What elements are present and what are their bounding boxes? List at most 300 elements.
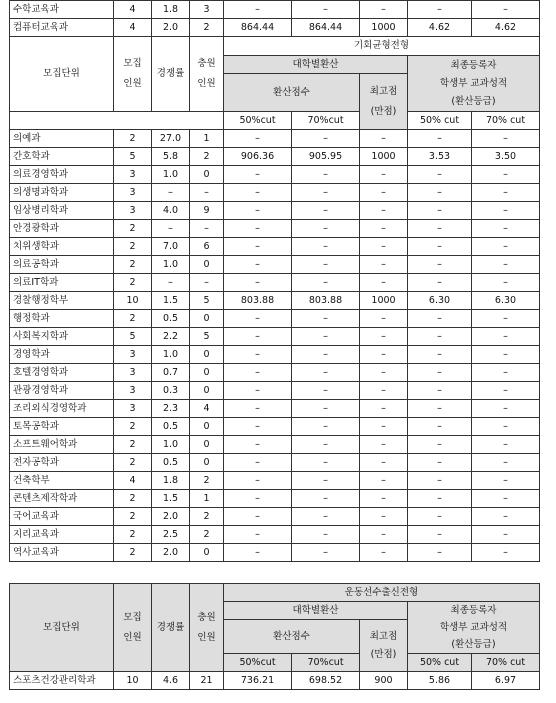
grade-70cut-cell: – [472, 1, 540, 19]
filled-cell: 9 [190, 202, 224, 220]
dept-name-cell: 치위생학과 [10, 238, 114, 256]
max-score-cell: – [360, 544, 408, 562]
max-score-cell: 1000 [360, 292, 408, 310]
score-70cut-cell: – [292, 130, 360, 148]
grade-70cut-cell: – [472, 454, 540, 472]
header-50cut: 50%cut [224, 112, 292, 130]
score-50cut-cell: – [224, 400, 292, 418]
score-50cut-cell: – [224, 274, 292, 292]
score-50cut-cell: – [224, 544, 292, 562]
filled-cell: 0 [190, 364, 224, 382]
quota-cell: 4 [114, 472, 152, 490]
quota-cell: 2 [114, 508, 152, 526]
grade-50cut-cell: – [408, 220, 472, 238]
header-50cut-grade: 50% cut [408, 654, 472, 672]
filled-cell: 2 [190, 19, 224, 37]
quota-cell: 3 [114, 364, 152, 382]
header-50cut: 50%cut [224, 654, 292, 672]
header-50cut-grade: 50% cut [408, 112, 472, 130]
filled-cell: 0 [190, 544, 224, 562]
competition-rate-cell: 0.7 [152, 364, 190, 382]
score-50cut-cell: 864.44 [224, 19, 292, 37]
table-row [10, 238, 540, 256]
grade-50cut-cell: – [408, 274, 472, 292]
competition-rate-cell: 1.0 [152, 346, 190, 364]
score-50cut-cell: – [224, 1, 292, 19]
score-50cut-cell: – [224, 238, 292, 256]
max-score-cell: – [360, 130, 408, 148]
grade-50cut-cell: – [408, 256, 472, 274]
max-score-cell: – [360, 166, 408, 184]
competition-rate-cell: 1.5 [152, 490, 190, 508]
header-70cut: 70%cut [292, 112, 360, 130]
quota-cell: 2 [114, 454, 152, 472]
table-row [10, 130, 540, 148]
dept-name-cell: 사회복지학과 [10, 328, 114, 346]
table-row [10, 19, 540, 37]
competition-rate-cell: 1.0 [152, 436, 190, 454]
filled-cell: 4 [190, 400, 224, 418]
competition-rate-cell: 7.0 [152, 238, 190, 256]
max-score-cell: – [360, 382, 408, 400]
header-score: 환산점수 [224, 74, 360, 112]
dept-name-cell: 컴퓨터교육과 [10, 19, 114, 37]
grade-70cut-cell: – [472, 310, 540, 328]
score-50cut-cell: – [224, 436, 292, 454]
grade-70cut-cell: 6.30 [472, 292, 540, 310]
competition-rate-cell: 0.5 [152, 418, 190, 436]
table-row [10, 418, 540, 436]
score-70cut-cell: 698.52 [292, 672, 360, 690]
filled-cell: – [190, 220, 224, 238]
dept-name-cell: 의예과 [10, 130, 114, 148]
filled-cell: 2 [190, 508, 224, 526]
grade-70cut-cell: – [472, 130, 540, 148]
quota-cell: 2 [114, 220, 152, 238]
header-70cut-grade: 70% cut [472, 654, 540, 672]
table-row [10, 148, 540, 166]
max-score-cell: – [360, 238, 408, 256]
score-70cut-cell: – [292, 238, 360, 256]
competition-rate-cell: 2.3 [152, 400, 190, 418]
score-70cut-cell: – [292, 454, 360, 472]
table-row [10, 490, 540, 508]
quota-cell: 2 [114, 130, 152, 148]
dept-name-cell: 수학교육과 [10, 1, 114, 19]
score-50cut-cell: – [224, 472, 292, 490]
grade-50cut-cell: – [408, 238, 472, 256]
table-header [10, 37, 540, 130]
header-unit: 모집단위 [10, 584, 114, 672]
grade-50cut-cell: – [408, 184, 472, 202]
grade-70cut-cell: 3.50 [472, 148, 540, 166]
grade-50cut-cell: – [408, 454, 472, 472]
filled-cell: 5 [190, 292, 224, 310]
score-50cut-cell: – [224, 526, 292, 544]
competition-rate-cell: 2.0 [152, 508, 190, 526]
grade-70cut-cell: – [472, 400, 540, 418]
header-70cut-grade: 70% cut [472, 112, 540, 130]
score-50cut-cell: 803.88 [224, 292, 292, 310]
dept-name-cell: 경영학과 [10, 346, 114, 364]
dept-name-cell: 임상병리학과 [10, 202, 114, 220]
max-score-cell: – [360, 436, 408, 454]
quota-cell: 4 [114, 1, 152, 19]
filled-cell: 0 [190, 382, 224, 400]
score-70cut-cell: – [292, 526, 360, 544]
table-header [10, 584, 540, 672]
table-row [10, 346, 540, 364]
filled-cell: 0 [190, 166, 224, 184]
score-50cut-cell: – [224, 454, 292, 472]
quota-cell: 5 [114, 148, 152, 166]
competition-rate-cell: 0.5 [152, 454, 190, 472]
header-max-line: 최고점 (만점) [369, 85, 398, 117]
dept-name-cell: 행정학과 [10, 310, 114, 328]
quota-cell: 3 [114, 166, 152, 184]
table-row [10, 166, 540, 184]
competition-rate-cell: 4.6 [152, 672, 190, 690]
filled-cell: 0 [190, 310, 224, 328]
score-50cut-cell: – [224, 202, 292, 220]
max-score-cell: – [360, 454, 408, 472]
grade-50cut-cell: – [408, 130, 472, 148]
grade-70cut-cell: – [472, 364, 540, 382]
grade-70cut-cell: – [472, 382, 540, 400]
score-50cut-cell: – [224, 346, 292, 364]
grade-50cut-cell: – [408, 310, 472, 328]
grade-50cut-cell: 3.53 [408, 148, 472, 166]
max-score-cell: – [360, 526, 408, 544]
header-final [408, 602, 540, 654]
competition-rate-cell: – [152, 220, 190, 238]
quota-cell: 10 [114, 292, 152, 310]
grade-70cut-cell: – [472, 472, 540, 490]
header-quota [114, 584, 152, 672]
grade-50cut-cell: – [408, 508, 472, 526]
header-quota-line: 모집 인원 [123, 58, 142, 89]
grade-70cut-cell: 4.62 [472, 19, 540, 37]
grade-50cut-cell: – [408, 544, 472, 562]
max-score-cell: – [360, 328, 408, 346]
table-row [10, 328, 540, 346]
header-track: 기회균형전형 [224, 37, 540, 56]
quota-cell: 2 [114, 526, 152, 544]
table-row [10, 1, 540, 19]
grade-50cut-cell: – [408, 436, 472, 454]
grade-50cut-cell: – [408, 364, 472, 382]
max-score-cell: – [360, 310, 408, 328]
grade-50cut-cell: – [408, 490, 472, 508]
score-50cut-cell: – [224, 364, 292, 382]
table-row [10, 544, 540, 562]
grade-50cut-cell: 5.86 [408, 672, 472, 690]
header-blank [10, 112, 224, 130]
score-70cut-cell: 905.95 [292, 148, 360, 166]
filled-cell: 0 [190, 256, 224, 274]
score-70cut-cell: – [292, 436, 360, 454]
header-max [360, 620, 408, 672]
quota-cell: 5 [114, 328, 152, 346]
table-row [10, 400, 540, 418]
quota-cell: 2 [114, 418, 152, 436]
grade-70cut-cell: – [472, 184, 540, 202]
header-track: 운동선수출신전형 [224, 584, 540, 602]
grade-50cut-cell: – [408, 526, 472, 544]
dept-name-cell: 관광경영학과 [10, 382, 114, 400]
score-50cut-cell: – [224, 130, 292, 148]
grade-70cut-cell: – [472, 166, 540, 184]
grade-50cut-cell: – [408, 328, 472, 346]
header-rate: 경쟁률 [152, 37, 190, 112]
competition-rate-cell: – [152, 184, 190, 202]
header-filled [190, 584, 224, 672]
competition-rate-cell: 2.2 [152, 328, 190, 346]
header-rate: 경쟁률 [152, 584, 190, 672]
grade-70cut-cell: – [472, 418, 540, 436]
max-score-cell: – [360, 400, 408, 418]
score-50cut-cell: – [224, 418, 292, 436]
score-70cut-cell: – [292, 544, 360, 562]
quota-cell: 3 [114, 184, 152, 202]
header-conv: 대학별환산 [224, 602, 408, 620]
filled-cell: 1 [190, 130, 224, 148]
grade-70cut-cell: – [472, 328, 540, 346]
score-70cut-cell: – [292, 184, 360, 202]
max-score-cell: – [360, 472, 408, 490]
header-unit: 모집단위 [10, 37, 114, 112]
top-rows-group [10, 1, 540, 37]
grade-70cut-cell: – [472, 526, 540, 544]
filled-cell: 0 [190, 418, 224, 436]
grade-70cut-cell: 6.97 [472, 672, 540, 690]
competition-rate-cell: 27.0 [152, 130, 190, 148]
quota-cell: 2 [114, 310, 152, 328]
table-row [10, 292, 540, 310]
table-row [10, 526, 540, 544]
dept-name-cell: 국어교육과 [10, 508, 114, 526]
dept-name-cell: 토목공학과 [10, 418, 114, 436]
quota-cell: 3 [114, 400, 152, 418]
filled-cell: 0 [190, 436, 224, 454]
dept-name-cell: 소프트웨어학과 [10, 436, 114, 454]
table-row [10, 364, 540, 382]
grade-50cut-cell: – [408, 472, 472, 490]
table-row [10, 220, 540, 238]
grade-50cut-cell: – [408, 202, 472, 220]
competition-rate-cell: 0.3 [152, 382, 190, 400]
grade-50cut-cell: – [408, 382, 472, 400]
grade-70cut-cell: – [472, 508, 540, 526]
max-score-cell: – [360, 202, 408, 220]
table-row [10, 184, 540, 202]
header-conv: 대학별환산 [224, 56, 408, 74]
score-70cut-cell: 864.44 [292, 19, 360, 37]
dept-name-cell: 호텔경영학과 [10, 364, 114, 382]
grade-70cut-cell: – [472, 274, 540, 292]
header-quota [114, 37, 152, 112]
quota-cell: 2 [114, 238, 152, 256]
table-row [10, 256, 540, 274]
grade-50cut-cell: – [408, 400, 472, 418]
quota-cell: 10 [114, 672, 152, 690]
table-row [10, 382, 540, 400]
filled-cell: 2 [190, 472, 224, 490]
score-70cut-cell: – [292, 310, 360, 328]
dept-name-cell: 지리교육과 [10, 526, 114, 544]
dept-name-cell: 안경광학과 [10, 220, 114, 238]
score-50cut-cell: – [224, 508, 292, 526]
score-50cut-cell: 906.36 [224, 148, 292, 166]
competition-rate-cell: 2.0 [152, 19, 190, 37]
grade-70cut-cell: – [472, 256, 540, 274]
score-50cut-cell: 736.21 [224, 672, 292, 690]
header-filled [190, 37, 224, 112]
dept-name-cell: 간호학과 [10, 148, 114, 166]
grade-70cut-cell: – [472, 544, 540, 562]
max-score-cell: 1000 [360, 19, 408, 37]
score-70cut-cell: – [292, 202, 360, 220]
grade-70cut-cell: – [472, 220, 540, 238]
competition-rate-cell: – [152, 274, 190, 292]
quota-cell: 2 [114, 544, 152, 562]
grade-50cut-cell: 6.30 [408, 292, 472, 310]
quota-cell: 3 [114, 346, 152, 364]
filled-cell: – [190, 274, 224, 292]
dept-name-cell: 조리외식경영학과 [10, 400, 114, 418]
score-50cut-cell: – [224, 220, 292, 238]
grade-50cut-cell: – [408, 1, 472, 19]
max-score-cell: – [360, 1, 408, 19]
header-filled-line: 충원 인원 [197, 58, 216, 89]
grade-50cut-cell: – [408, 166, 472, 184]
table-row [10, 454, 540, 472]
grade-50cut-cell: – [408, 346, 472, 364]
admission-table-athlete [9, 583, 540, 690]
header-quota-line: 모집 인원 [123, 611, 142, 643]
filled-cell: – [190, 184, 224, 202]
filled-cell: 0 [190, 346, 224, 364]
score-70cut-cell: – [292, 274, 360, 292]
quota-cell: 4 [114, 19, 152, 37]
table-row [10, 436, 540, 454]
dept-name-cell: 스포츠건강관리학과 [10, 672, 114, 690]
quota-cell: 3 [114, 382, 152, 400]
score-70cut-cell: – [292, 1, 360, 19]
quota-cell: 2 [114, 490, 152, 508]
dept-name-cell: 역사교육과 [10, 544, 114, 562]
filled-cell: 2 [190, 526, 224, 544]
admission-table-opportunity [9, 0, 540, 562]
score-70cut-cell: – [292, 220, 360, 238]
max-score-cell: – [360, 220, 408, 238]
dept-name-cell: 경찰행정학부 [10, 292, 114, 310]
header-70cut: 70%cut [292, 654, 360, 672]
dept-name-cell: 의료경영학과 [10, 166, 114, 184]
grade-50cut-cell: – [408, 418, 472, 436]
grade-70cut-cell: – [472, 436, 540, 454]
score-70cut-cell: – [292, 256, 360, 274]
header-final [408, 56, 540, 112]
competition-rate-cell: 2.0 [152, 544, 190, 562]
grade-70cut-cell: – [472, 346, 540, 364]
competition-rate-cell: 1.5 [152, 292, 190, 310]
header-score: 환산점수 [224, 620, 360, 654]
quota-cell: 3 [114, 202, 152, 220]
score-70cut-cell: – [292, 328, 360, 346]
competition-rate-cell: 1.8 [152, 1, 190, 19]
competition-rate-cell: 4.0 [152, 202, 190, 220]
score-50cut-cell: – [224, 328, 292, 346]
table-row [10, 472, 540, 490]
competition-rate-cell: 1.0 [152, 166, 190, 184]
filled-cell: 21 [190, 672, 224, 690]
competition-rate-cell: 0.5 [152, 310, 190, 328]
score-70cut-cell: 803.88 [292, 292, 360, 310]
grade-70cut-cell: – [472, 490, 540, 508]
table-row [10, 274, 540, 292]
table-row [10, 202, 540, 220]
competition-rate-cell: 5.8 [152, 148, 190, 166]
filled-cell: 5 [190, 328, 224, 346]
filled-cell: 2 [190, 148, 224, 166]
max-score-cell: – [360, 256, 408, 274]
header-filled-line: 충원 인원 [197, 611, 216, 643]
dept-name-cell: 의생명과학과 [10, 184, 114, 202]
score-50cut-cell: – [224, 184, 292, 202]
score-50cut-cell: – [224, 310, 292, 328]
max-score-cell: – [360, 346, 408, 364]
score-70cut-cell: – [292, 472, 360, 490]
header-max-line: 최고점 (만점) [369, 630, 398, 660]
score-70cut-cell: – [292, 508, 360, 526]
dept-name-cell: 건축학부 [10, 472, 114, 490]
score-70cut-cell: – [292, 418, 360, 436]
max-score-cell: – [360, 364, 408, 382]
score-70cut-cell: – [292, 346, 360, 364]
header-max [360, 74, 408, 130]
score-70cut-cell: – [292, 382, 360, 400]
competition-rate-cell: 1.0 [152, 256, 190, 274]
max-score-cell: – [360, 184, 408, 202]
max-score-cell: – [360, 274, 408, 292]
competition-rate-cell: 1.8 [152, 472, 190, 490]
score-50cut-cell: – [224, 490, 292, 508]
quota-cell: 2 [114, 274, 152, 292]
grade-70cut-cell: – [472, 238, 540, 256]
max-score-cell: 900 [360, 672, 408, 690]
quota-cell: 2 [114, 256, 152, 274]
filled-cell: 1 [190, 490, 224, 508]
grade-70cut-cell: – [472, 202, 540, 220]
table-row [10, 310, 540, 328]
filled-cell: 6 [190, 238, 224, 256]
quota-cell: 2 [114, 436, 152, 454]
table-row [10, 672, 540, 690]
score-70cut-cell: – [292, 400, 360, 418]
max-score-cell: – [360, 490, 408, 508]
header-final-line: 최종등록자 학생부 교과성적 (환산등급) [439, 605, 508, 650]
table-body [10, 672, 540, 690]
dept-name-cell: 콘텐츠제작학과 [10, 490, 114, 508]
dept-name-cell: 의료IT학과 [10, 274, 114, 292]
table-row [10, 508, 540, 526]
score-70cut-cell: – [292, 364, 360, 382]
max-score-cell: – [360, 418, 408, 436]
max-score-cell: 1000 [360, 148, 408, 166]
filled-cell: 3 [190, 1, 224, 19]
score-70cut-cell: – [292, 166, 360, 184]
